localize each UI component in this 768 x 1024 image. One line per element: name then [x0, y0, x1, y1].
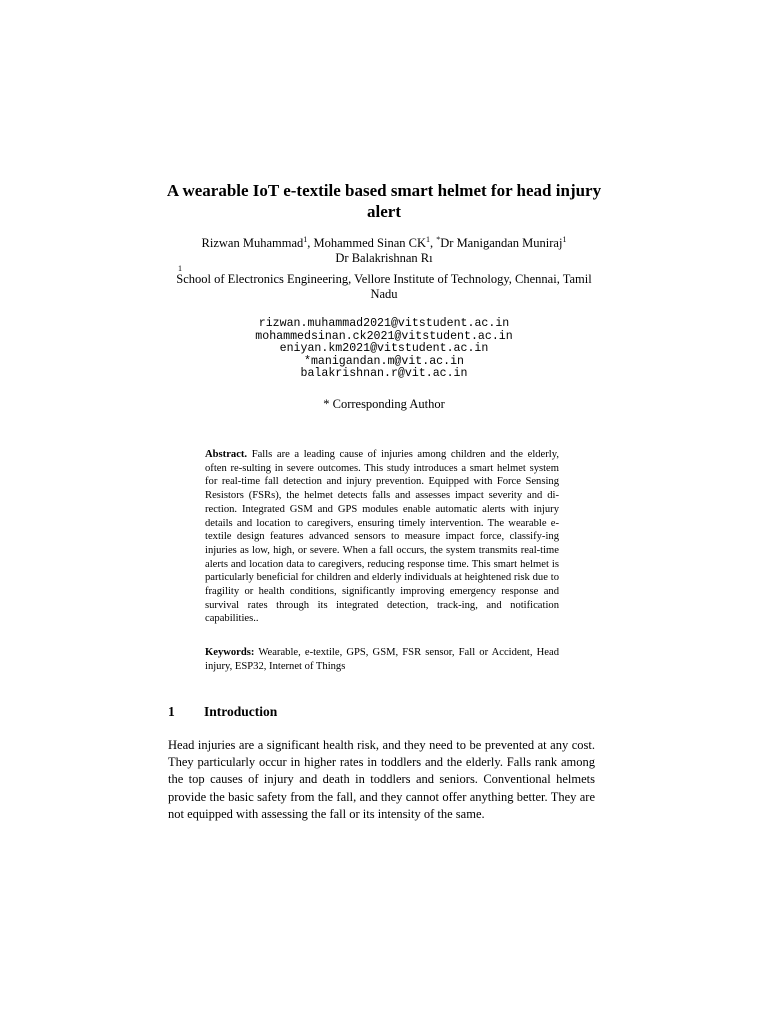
affiliation: 1 School of Electronics Engineering, Vellore Institute of Technology, Chennai, Tamil Nadu [176, 264, 592, 301]
corresponding-mark: * [436, 234, 441, 244]
section-number: 1 [168, 704, 175, 719]
email-address[interactable]: mohammedsinan.ck2021@vitstudent.ac.in [255, 329, 513, 343]
abstract-label: Abstract. [205, 449, 248, 460]
email-address[interactable]: rizwan.muhammad2021@vitstudent.ac.in [258, 317, 510, 330]
author-line-2: Dr Balakrishnan Rı [335, 251, 433, 265]
abstract-text: Falls are a leading cause of injuries among children and the elderly, often re-sulting in severe outcomes. This study introduces a smart helmet system for real-time fall detection and injury prevention. Equipped with Force Sensing Resistors (FSRs), the helmet detects falls and assesses impact severity and di-rection. Integrated GSM and GPS modules enable automatic alerts with injury details and location to caregivers, ensuring timely intervention. The wearable e-textile design features advanced sensors to measure impact force, classify-ing injuries as low, high, or severe. When a fall occurs, the system transmits real-time alerts and location data to caregivers, reducing response time. This smart helmet is particularly beneficial for children and elderly individuals at heightened risk due to fragility or health conditions, significantly improving emergency response and survival rates through its integrated detection, track-ing, and notification capabilities.. [205, 449, 559, 625]
email-address[interactable]: balakrishnan.r@vit.ac.in [300, 367, 468, 381]
author-block [150, 236, 618, 266]
author-affil-mark: 1 [562, 234, 567, 244]
section-heading [168, 704, 277, 720]
author-name: Dr Manigandan Muniraj [440, 236, 563, 250]
author-affil-mark: 1 [426, 234, 430, 244]
email-address[interactable]: eniyan.km2021@vitstudent.ac.in [279, 342, 489, 356]
section-body: Head injuries are a significant health risk, and they need to be prevented at any cost. They particularly occur in higher rates in toddlers and the elderly. Falls rank among the top causes of injury and death in toddlers and seniors. Conventional helmets provide the basic safety from the fall, and they cannot offer anything better. They are not equipped with assessing the fall or its intensity of the same. [168, 738, 595, 821]
author-name: Mohammed Sinan CK [313, 236, 426, 250]
author-name: Rizwan Muhammad [201, 236, 304, 250]
email-address[interactable]: *manigandan.m@vit.ac.in [303, 354, 465, 368]
keywords-label: Keywords: [205, 647, 255, 658]
affiliation-text: School of Electronics Engineering, Vellore Institute of Technology, Chennai, Tamil Nadu [176, 272, 592, 301]
paper-title: A wearable IoT e-textile based smart helmet for head injury alert [166, 181, 602, 221]
section-title: Introduction [204, 704, 278, 719]
author-separator: , [307, 236, 314, 250]
author-affil-mark: 1 [303, 234, 308, 244]
author-line-1 [150, 236, 618, 251]
keywords [205, 646, 559, 673]
abstract [205, 448, 559, 626]
keywords-text: Wearable, e-textile, GPS, GSM, FSR sensor, Fall or Accident, Head injury, ESP32, Internet of Things [205, 647, 559, 672]
corresponding-author-note: * Corresponding Author [323, 397, 445, 411]
email-list [150, 318, 618, 381]
author-separator: , [430, 236, 437, 250]
